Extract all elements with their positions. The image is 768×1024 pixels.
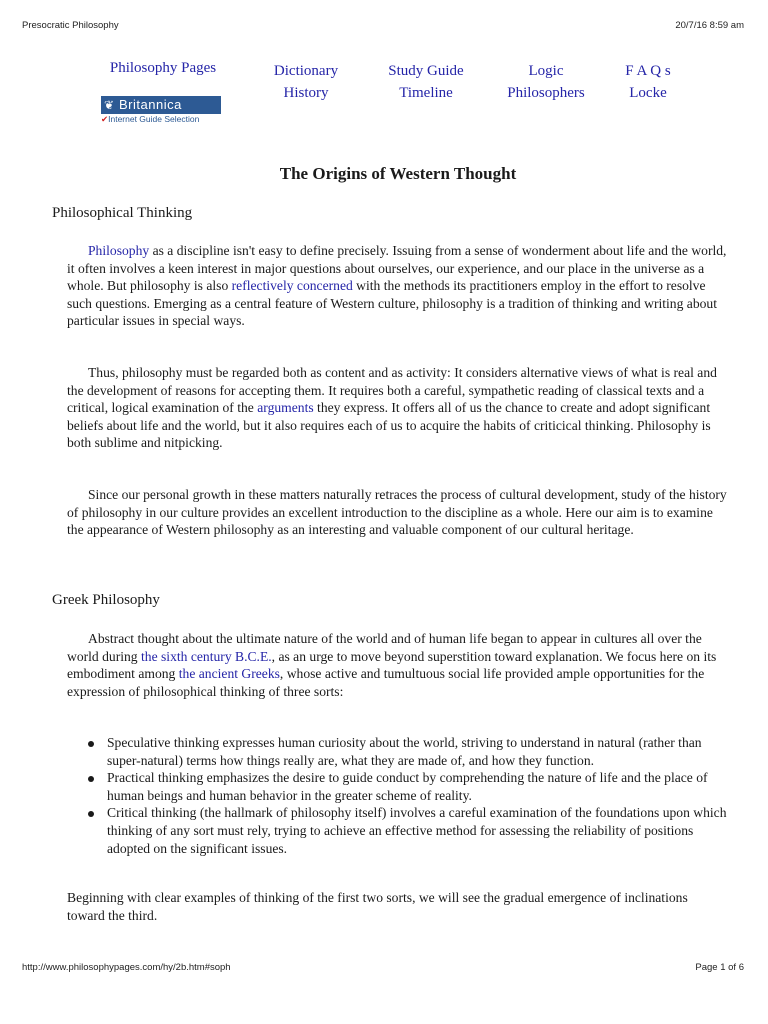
nav-col-2	[257, 60, 355, 104]
print-header-datetime: 20/7/16 8:59 am	[675, 20, 744, 31]
list-item-text: Speculative thinking expresses human curiosity about the world, striving to understand in natural (rather than super-natural) terms how things really are, what they are made of, and how they function.	[107, 735, 702, 768]
nav-logic-link[interactable]: Logic	[528, 63, 564, 79]
checkmark-icon: ✔	[101, 114, 109, 124]
page-title: The Origins of Western Thought	[279, 164, 517, 183]
britannica-badge[interactable]	[101, 96, 221, 126]
arguments-link[interactable]: arguments	[257, 400, 314, 416]
paragraph-4	[67, 630, 727, 700]
bullet-icon	[88, 741, 94, 747]
paragraph-2-text-b: they express. It offers all of us the chance to create and adopt significant beliefs about life and the world, but it also requires each of us to acquire the habits of criticical thinking. Philosophy is both sublime and nitpicking.	[67, 400, 711, 451]
section-heading-philosophical-thinking: Philosophical Thinking	[52, 205, 193, 221]
thinking-sorts-list	[67, 734, 727, 857]
paragraph-1	[67, 242, 727, 330]
reflectively-concerned-link[interactable]: reflectively concerned	[231, 278, 353, 294]
paragraph-4-text-c: , whose active and tumultuous social life provided ample opportunities for the expression of philosophical thinking of three sorts:	[67, 666, 705, 699]
paragraph-1-text-a: as a discipline isn't easy to define precisely. Issuing from a sense of wonderment about life and the world, it often involves a keen interest in major questions about ourselves, our experience, and our place in the universe as a whole. But philosophy is also	[67, 243, 727, 294]
britannica-thistle-icon: ❦	[104, 98, 115, 112]
britannica-caption	[101, 114, 221, 125]
list-item	[67, 804, 727, 857]
list-item	[67, 734, 727, 769]
nav-col-4	[495, 60, 597, 104]
print-footer-page: Page 1 of 6	[695, 962, 744, 973]
nav-history-link[interactable]: History	[283, 85, 329, 101]
paragraph-4-text-a: Abstract thought about the ultimate nature of the world and of human life began to appear in cultures all over the world during	[67, 631, 702, 664]
nav-timeline-link[interactable]: Timeline	[399, 85, 453, 101]
paragraph-1-text-b: with the methods its practitioners employ in the effort to resolve such questions. Emerging as a central feature of Western culture, philosophy is a tradition of thinking and writing about particular issues in special ways.	[67, 278, 717, 329]
nav-col-3	[376, 60, 476, 104]
paragraph-3: Since our personal growth in these matters naturally retraces the process of cultural development, study of the history of philosophy in our culture provides an excellent introduction to the discipline as a whole. Here our aim is to examine the appearance of Western philosophy as an interesting and valuable component of our cultural heritage.	[67, 487, 727, 538]
nav-dictionary-link[interactable]: Dictionary	[273, 63, 339, 79]
list-item	[67, 769, 727, 804]
print-footer-url: http://www.philosophypages.com/hy/2b.htm#soph	[22, 962, 231, 973]
paragraph-2	[67, 364, 727, 452]
nav-col-5	[612, 60, 684, 104]
nav-study-guide-link[interactable]: Study Guide	[388, 63, 464, 79]
print-header-title: Presocratic Philosophy	[22, 20, 119, 31]
ancient-greeks-link[interactable]: the ancient Greeks	[178, 666, 280, 682]
philosophy-link[interactable]: Philosophy	[88, 243, 150, 258]
nav-philosophers-link[interactable]: Philosophers	[507, 85, 585, 101]
list-item-text: Practical thinking emphasizes the desire to guide conduct by comprehending the nature of life and the place of human beings and human behavior in the greater scheme of reality.	[107, 770, 708, 803]
nav-locke-link[interactable]: Locke	[629, 85, 667, 101]
paragraph-5: Beginning with clear examples of thinking of the first two sorts, we will see the gradual emergence of inclinations toward the third.	[67, 890, 688, 923]
bullet-icon	[88, 811, 94, 817]
sixth-century-link[interactable]: the sixth century B.C.E.	[141, 648, 272, 664]
paragraph-4-text-b: , as an urge to move beyond superstition toward explanation. We focus here on its embodiment among	[67, 648, 717, 682]
nav-col-1	[96, 60, 230, 77]
nav-faqs-link[interactable]: F A Q s	[625, 63, 671, 79]
britannica-logo-bar	[101, 96, 221, 114]
section-heading-greek-philosophy: Greek Philosophy	[52, 592, 160, 608]
britannica-name: Britannica	[119, 97, 182, 112]
list-item-text: Critical thinking (the hallmark of philosophy itself) involves a careful examination of the foundations upon which thinking of any sort must rely, trying to achieve an effective method for assessing the reliability of positions adopted on the significant issues.	[107, 805, 727, 856]
nav-philosophy-pages-link[interactable]: Philosophy Pages	[109, 60, 217, 76]
britannica-selection-text: Internet Guide Selection	[108, 114, 200, 124]
bullet-icon	[88, 776, 94, 782]
paragraph-2-text-a: Thus, philosophy must be regarded both as content and as activity: It considers alternative views of what is real and the development of reasons for accepting them. It requires both a careful, sympathetic reading of classical texts and a critical, logical examination of the	[67, 365, 717, 416]
